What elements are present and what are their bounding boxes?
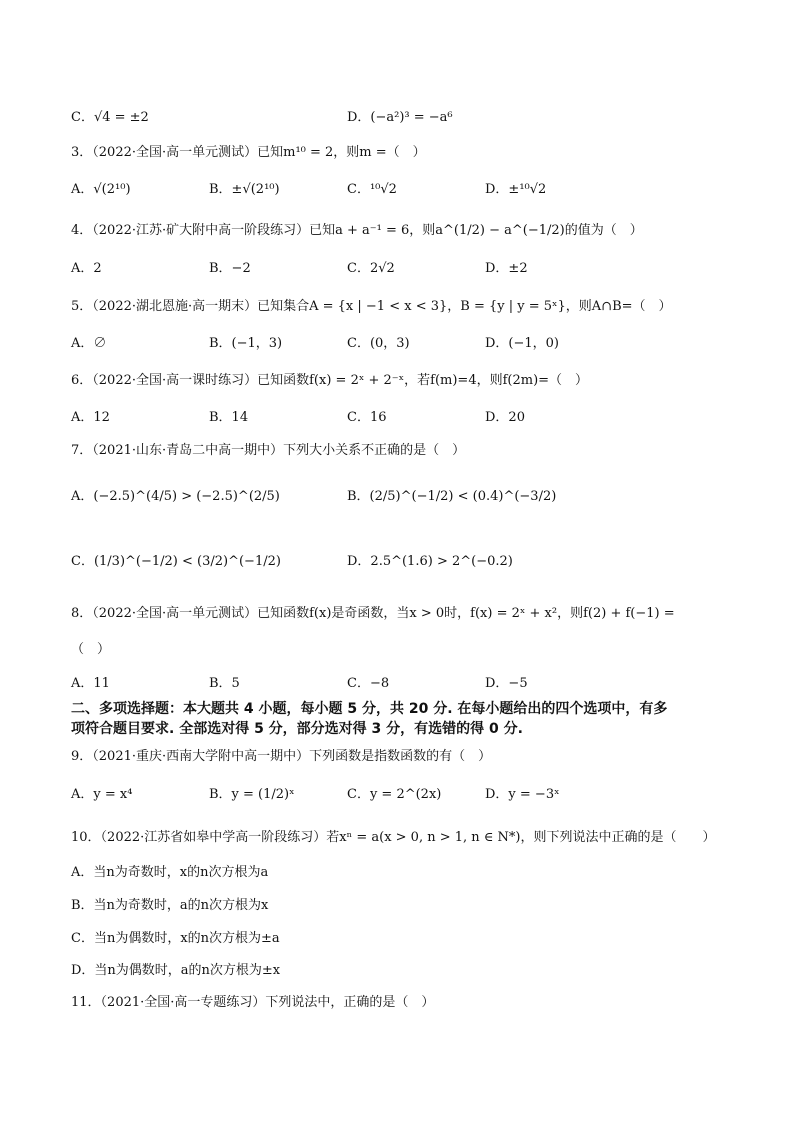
q11-stem: 11．（2021·全国·高一专题练习）下列说法中，正确的是（ ） <box>71 995 435 1010</box>
q3-option-a: A．√(2¹⁰) <box>71 182 131 197</box>
q7-stem: 7．（2021·山东·青岛二中高一期中）下列大小关系不正确的是（ ） <box>71 443 466 458</box>
q6-stem: 6．（2022·全国·高一课时练习）已知函数f(x) = 2ˣ + 2⁻ˣ，若f(m)=4，则f(2m)=（ ） <box>71 373 589 388</box>
q6-option-d: D．20 <box>485 410 525 425</box>
q7-option-b: B．(2/5)^(−1/2) < (0.4)^(−3/2) <box>347 489 557 504</box>
q5-option-b: B．(−1，3) <box>209 336 283 351</box>
q4-option-a: A．2 <box>71 261 102 276</box>
q8-option-c: C．−8 <box>347 676 390 691</box>
q7-option-c: C．(1/3)^(−1/2) < (3/2)^(−1/2) <box>71 554 281 569</box>
q3-option-d: D．±¹⁰√2 <box>485 182 547 197</box>
q6-option-a: A．12 <box>71 410 110 425</box>
q10-option-a: A．当n为奇数时，x的n次方根为a <box>71 865 269 880</box>
q9-option-d: D．y = −3ˣ <box>485 787 560 802</box>
q3-option-c: C．¹⁰√2 <box>347 182 397 197</box>
q3-stem: 3．（2022·全国·高一单元测试）已知m¹⁰ = 2，则m =（ ） <box>71 145 426 160</box>
q5-stem: 5．（2022·湖北恩施·高一期末）已知集合A = {x | −1 < x < 3}，B = {y | y = 5ˣ}，则A∩B=（ ） <box>71 299 672 314</box>
q5-option-a: A．∅ <box>71 336 107 351</box>
q9-stem: 9．（2021·重庆·西南大学附中高一期中）下列函数是指数函数的有（ ） <box>71 749 492 764</box>
q6-option-c: C．16 <box>347 410 387 425</box>
q10-option-b: B．当n为奇数时，a的n次方根为x <box>71 898 269 913</box>
q10-option-d: D．当n为偶数时，a的n次方根为±x <box>71 963 281 978</box>
q4-stem: 4．（2022·江苏·矿大附中高一阶段练习）已知a + a⁻¹ = 6，则a^(1/2) − a^(−1/2)的值为（ ） <box>71 223 643 238</box>
section-2-heading-line2: 项符合题目要求. 全部选对得 5 分，部分选对得 3 分，有选错的得 0 分. <box>71 721 523 737</box>
q10-option-c: C．当n为偶数时，x的n次方根为±a <box>71 931 280 946</box>
q4-option-b: B．−2 <box>209 261 251 276</box>
q8-stem: 8．（2022·全国·高一单元测试）已知函数f(x)是奇函数，当x > 0时，f(x) = 2ˣ + x²，则f(2) + f(−1) = <box>71 606 675 621</box>
q8-option-b: B．5 <box>209 676 240 691</box>
q4-option-c: C．2√2 <box>347 261 395 276</box>
q3-option-b: B．±√(2¹⁰) <box>209 182 280 197</box>
q8-option-d: D．−5 <box>485 676 528 691</box>
q8-paren: （ ） <box>71 642 111 657</box>
q5-option-c: C．(0，3) <box>347 336 410 351</box>
q2-option-c: C．√4 = ±2 <box>71 110 149 125</box>
q10-stem: 10．（2022·江苏省如皋中学高一阶段练习）若xⁿ = a(x > 0, n > 1, n ∈ N*)，则下列说法中正确的是（ ） <box>71 830 716 845</box>
q7-option-d: D．2.5^(1.6) > 2^(−0.2) <box>347 554 513 569</box>
q2-option-d: D．(−a²)³ = −a⁶ <box>347 110 453 125</box>
q6-option-b: B．14 <box>209 410 249 425</box>
q5-option-d: D．(−1，0) <box>485 336 560 351</box>
q8-option-a: A．11 <box>71 676 110 691</box>
q9-option-c: C．y = 2^(2x) <box>347 787 442 802</box>
q4-option-d: D．±2 <box>485 261 528 276</box>
section-2-heading-line1: 二、多项选择题：本大题共 4 小题，每小题 5 分，共 20 分. 在每小题给出的四个选项中，有多 <box>71 701 668 717</box>
q9-option-b: B．y = (1/2)ˣ <box>209 787 295 802</box>
q9-option-a: A．y = x⁴ <box>71 787 133 802</box>
q7-option-a: A．(−2.5)^(4/5) > (−2.5)^(2/5) <box>71 489 280 504</box>
